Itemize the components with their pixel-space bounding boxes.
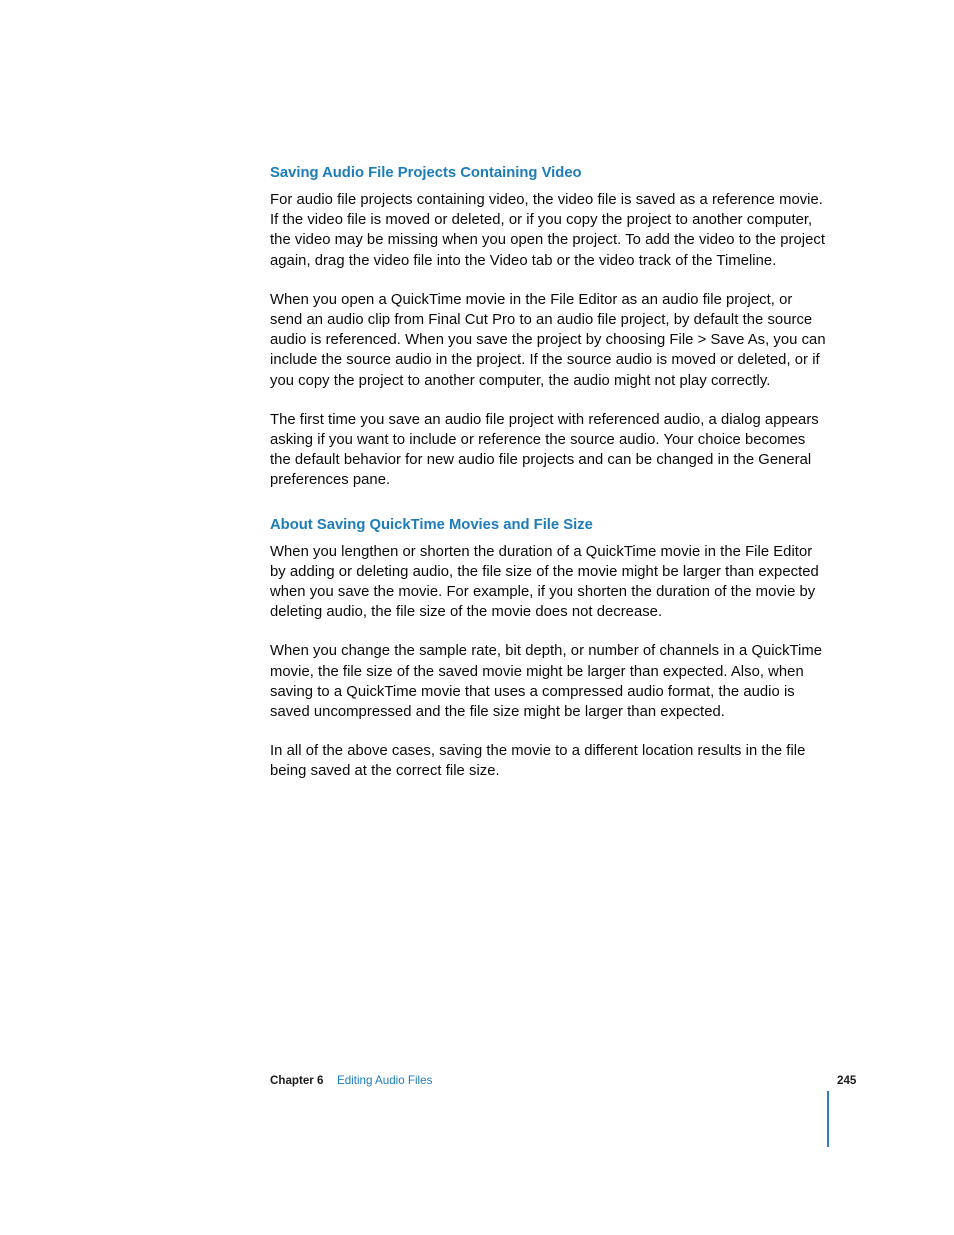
body-paragraph: When you open a QuickTime movie in the File Editor as an audio file project, or send an audio clip from Final Cut Pro to an audio file project, by default the source audio is referenced. When you save the project by choosing File > Save As, you can include the source audio in the project. If the source audio is moved or deleted, or if you copy the project to another computer, the audio might not play correctly. <box>270 291 826 389</box>
chapter-label: Chapter 6 <box>270 1074 324 1087</box>
page-number: 245 <box>837 1074 857 1087</box>
body-paragraph: When you change the sample rate, bit depth, or number of channels in a QuickTime movie, the file size of the saved movie might be larger than expected. Also, when saving to a QuickTime movie that uses a compressed audio format, the audio is saved uncompressed and the file size might be larger than expected. <box>270 643 823 721</box>
section-saving-audio-file-projects <box>270 163 826 491</box>
footer-section-link[interactable]: Editing Audio Files <box>337 1074 433 1087</box>
body-paragraph: For audio file projects containing video, the video file is saved as a reference movie. If the video file is moved or deleted, or if you copy the project to another computer, the video may be missing when you open the project. To add the video to the project again, drag the video file into the Video tab or the video track of the Timeline. <box>270 192 825 269</box>
body-paragraph: The first time you save an audio file project with referenced audio, a dialog appears asking if you want to include or reference the source audio. Your choice becomes the default behavior for new audio file projects and can be changed in the General preferences pane. <box>270 411 819 489</box>
section-heading: About Saving QuickTime Movies and File Size <box>270 516 593 533</box>
body-paragraph: When you lengthen or shorten the duration of a QuickTime movie in the File Editor by adding or deleting audio, the file size of the movie might be larger than expected when you save the movie. For example, if you shorten the duration of the movie by deleting audio, the file size of the movie does not decrease. <box>270 543 819 621</box>
section-about-saving-quicktime-movies <box>270 515 826 782</box>
body-paragraph: In all of the above cases, saving the movie to a different location results in the file being saved at the correct file size. <box>270 743 806 780</box>
footer-vertical-rule <box>827 1091 829 1147</box>
page-content <box>270 163 826 801</box>
section-heading: Saving Audio File Projects Containing Video <box>270 165 582 181</box>
